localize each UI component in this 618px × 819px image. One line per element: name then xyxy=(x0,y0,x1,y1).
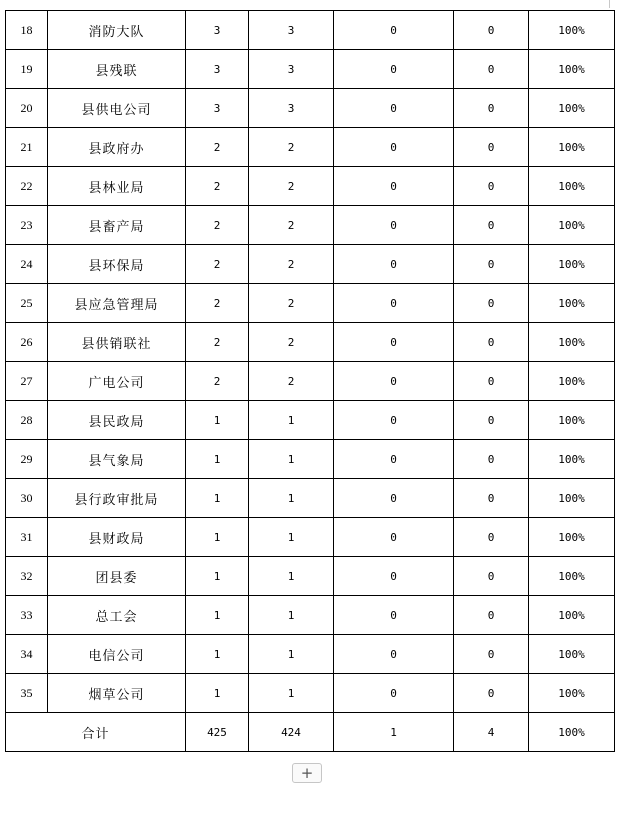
value-cell-d[interactable]: 0 xyxy=(454,518,529,557)
rate-cell[interactable]: 100% xyxy=(529,89,615,128)
value-cell-d[interactable]: 0 xyxy=(454,323,529,362)
table-row[interactable] xyxy=(6,11,615,50)
row-number-cell[interactable]: 26 xyxy=(6,323,48,362)
unit-name-cell[interactable]: 消防大队 xyxy=(48,11,186,50)
table-row[interactable] xyxy=(6,479,615,518)
unit-name-cell[interactable]: 县行政审批局 xyxy=(48,479,186,518)
value-cell-a[interactable]: 2 xyxy=(186,167,249,206)
value-cell-a[interactable]: 2 xyxy=(186,206,249,245)
value-cell-b[interactable]: 3 xyxy=(249,89,334,128)
unit-name-cell[interactable]: 县环保局 xyxy=(48,245,186,284)
unit-name-cell[interactable]: 县应急管理局 xyxy=(48,284,186,323)
unit-name-cell[interactable]: 县民政局 xyxy=(48,401,186,440)
value-cell-a[interactable]: 2 xyxy=(186,362,249,401)
value-cell-b[interactable]: 1 xyxy=(249,479,334,518)
page-edge-line xyxy=(609,0,610,8)
rate-cell[interactable]: 100% xyxy=(529,50,615,89)
value-cell-d[interactable]: 0 xyxy=(454,479,529,518)
table-row[interactable] xyxy=(6,50,615,89)
value-cell-b[interactable]: 1 xyxy=(249,557,334,596)
table-row[interactable] xyxy=(6,674,615,713)
value-cell-a[interactable]: 3 xyxy=(186,89,249,128)
unit-name-cell[interactable]: 电信公司 xyxy=(48,635,186,674)
value-cell-b[interactable]: 2 xyxy=(249,362,334,401)
value-cell-c[interactable]: 0 xyxy=(334,479,454,518)
value-cell-b[interactable]: 2 xyxy=(249,206,334,245)
add-row-button[interactable] xyxy=(292,763,322,783)
value-cell-c[interactable]: 0 xyxy=(334,245,454,284)
unit-name-cell[interactable]: 县财政局 xyxy=(48,518,186,557)
value-cell-b[interactable]: 2 xyxy=(249,284,334,323)
value-cell-a[interactable]: 3 xyxy=(186,50,249,89)
total-value-b[interactable]: 424 xyxy=(249,713,334,752)
value-cell-c[interactable]: 0 xyxy=(334,440,454,479)
value-cell-c[interactable]: 0 xyxy=(334,401,454,440)
value-cell-c[interactable]: 0 xyxy=(334,11,454,50)
row-number-cell[interactable]: 25 xyxy=(6,284,48,323)
rate-cell[interactable]: 100% xyxy=(529,674,615,713)
table-row[interactable] xyxy=(6,128,615,167)
row-number-cell[interactable]: 32 xyxy=(6,557,48,596)
value-cell-a[interactable]: 2 xyxy=(186,323,249,362)
value-cell-d[interactable]: 0 xyxy=(454,50,529,89)
unit-name-cell[interactable]: 县供电公司 xyxy=(48,89,186,128)
row-number-cell[interactable]: 18 xyxy=(6,11,48,50)
value-cell-b[interactable]: 1 xyxy=(249,518,334,557)
row-number-cell[interactable]: 20 xyxy=(6,89,48,128)
row-number-cell[interactable]: 35 xyxy=(6,674,48,713)
value-cell-c[interactable]: 0 xyxy=(334,362,454,401)
value-cell-a[interactable]: 1 xyxy=(186,440,249,479)
row-number-cell[interactable]: 19 xyxy=(6,50,48,89)
rate-cell[interactable]: 100% xyxy=(529,128,615,167)
total-value-c[interactable]: 1 xyxy=(334,713,454,752)
value-cell-b[interactable]: 1 xyxy=(249,401,334,440)
table-row[interactable] xyxy=(6,557,615,596)
value-cell-b[interactable]: 2 xyxy=(249,323,334,362)
value-cell-d[interactable]: 0 xyxy=(454,206,529,245)
value-cell-d[interactable]: 0 xyxy=(454,167,529,206)
value-cell-a[interactable]: 1 xyxy=(186,635,249,674)
unit-name-cell[interactable]: 县气象局 xyxy=(48,440,186,479)
row-number-cell[interactable]: 30 xyxy=(6,479,48,518)
table-row[interactable] xyxy=(6,206,615,245)
value-cell-c[interactable]: 0 xyxy=(334,284,454,323)
plus-icon: + xyxy=(300,763,314,782)
table-row[interactable] xyxy=(6,596,615,635)
value-cell-c[interactable]: 0 xyxy=(334,674,454,713)
row-number-cell[interactable]: 34 xyxy=(6,635,48,674)
value-cell-d[interactable]: 0 xyxy=(454,557,529,596)
value-cell-b[interactable]: 1 xyxy=(249,674,334,713)
unit-name-cell[interactable]: 县残联 xyxy=(48,50,186,89)
value-cell-c[interactable]: 0 xyxy=(334,557,454,596)
value-cell-c[interactable]: 0 xyxy=(334,167,454,206)
value-cell-a[interactable]: 2 xyxy=(186,245,249,284)
value-cell-a[interactable]: 1 xyxy=(186,479,249,518)
table-row[interactable] xyxy=(6,362,615,401)
rate-cell[interactable]: 100% xyxy=(529,245,615,284)
value-cell-b[interactable]: 2 xyxy=(249,128,334,167)
value-cell-d[interactable]: 0 xyxy=(454,635,529,674)
table-row[interactable] xyxy=(6,518,615,557)
row-number-cell[interactable]: 23 xyxy=(6,206,48,245)
row-number-cell[interactable]: 31 xyxy=(6,518,48,557)
row-number-cell[interactable]: 29 xyxy=(6,440,48,479)
value-cell-a[interactable]: 2 xyxy=(186,128,249,167)
table-row[interactable] xyxy=(6,167,615,206)
table-row[interactable] xyxy=(6,635,615,674)
rate-cell[interactable]: 100% xyxy=(529,596,615,635)
total-value-a[interactable]: 425 xyxy=(186,713,249,752)
table-body xyxy=(6,11,615,752)
unit-name-cell[interactable]: 团县委 xyxy=(48,557,186,596)
rate-cell[interactable]: 100% xyxy=(529,167,615,206)
unit-name-cell[interactable]: 县林业局 xyxy=(48,167,186,206)
value-cell-b[interactable]: 1 xyxy=(249,596,334,635)
rate-cell[interactable]: 100% xyxy=(529,557,615,596)
total-value-d[interactable]: 4 xyxy=(454,713,529,752)
value-cell-d[interactable]: 0 xyxy=(454,128,529,167)
rate-cell[interactable]: 100% xyxy=(529,479,615,518)
table-row[interactable] xyxy=(6,284,615,323)
value-cell-a[interactable]: 1 xyxy=(186,596,249,635)
value-cell-a[interactable]: 1 xyxy=(186,674,249,713)
value-cell-c[interactable]: 0 xyxy=(334,50,454,89)
rate-cell[interactable]: 100% xyxy=(529,362,615,401)
rate-cell[interactable]: 100% xyxy=(529,401,615,440)
table-row[interactable] xyxy=(6,401,615,440)
value-cell-c[interactable]: 0 xyxy=(334,128,454,167)
row-number-cell[interactable]: 27 xyxy=(6,362,48,401)
value-cell-c[interactable]: 0 xyxy=(334,323,454,362)
unit-name-cell[interactable]: 总工会 xyxy=(48,596,186,635)
value-cell-b[interactable]: 2 xyxy=(249,245,334,284)
total-rate[interactable]: 100% xyxy=(529,713,615,752)
value-cell-d[interactable]: 0 xyxy=(454,440,529,479)
row-number-cell[interactable]: 24 xyxy=(6,245,48,284)
rate-cell[interactable]: 100% xyxy=(529,11,615,50)
unit-name-cell[interactable]: 县畜产局 xyxy=(48,206,186,245)
value-cell-d[interactable]: 0 xyxy=(454,245,529,284)
unit-name-cell[interactable]: 广电公司 xyxy=(48,362,186,401)
value-cell-a[interactable]: 1 xyxy=(186,518,249,557)
value-cell-d[interactable]: 0 xyxy=(454,89,529,128)
statistics-table xyxy=(5,10,615,752)
value-cell-b[interactable]: 3 xyxy=(249,11,334,50)
row-number-cell[interactable]: 33 xyxy=(6,596,48,635)
value-cell-d[interactable]: 0 xyxy=(454,674,529,713)
rate-cell[interactable]: 100% xyxy=(529,284,615,323)
table-row[interactable] xyxy=(6,323,615,362)
value-cell-a[interactable]: 1 xyxy=(186,557,249,596)
rate-cell[interactable]: 100% xyxy=(529,206,615,245)
value-cell-c[interactable]: 0 xyxy=(334,518,454,557)
unit-name-cell[interactable]: 县供销联社 xyxy=(48,323,186,362)
value-cell-a[interactable]: 2 xyxy=(186,284,249,323)
value-cell-b[interactable]: 1 xyxy=(249,635,334,674)
rate-cell[interactable]: 100% xyxy=(529,323,615,362)
value-cell-d[interactable]: 0 xyxy=(454,284,529,323)
rate-cell[interactable]: 100% xyxy=(529,440,615,479)
value-cell-c[interactable]: 0 xyxy=(334,206,454,245)
rate-cell[interactable]: 100% xyxy=(529,635,615,674)
value-cell-a[interactable]: 1 xyxy=(186,401,249,440)
rate-cell[interactable]: 100% xyxy=(529,518,615,557)
table-row[interactable] xyxy=(6,89,615,128)
value-cell-d[interactable]: 0 xyxy=(454,596,529,635)
unit-name-cell[interactable]: 县政府办 xyxy=(48,128,186,167)
value-cell-b[interactable]: 1 xyxy=(249,440,334,479)
value-cell-c[interactable]: 0 xyxy=(334,89,454,128)
row-number-cell[interactable]: 21 xyxy=(6,128,48,167)
value-cell-c[interactable]: 0 xyxy=(334,596,454,635)
value-cell-d[interactable]: 0 xyxy=(454,11,529,50)
total-row[interactable] xyxy=(6,713,615,752)
total-label-cell[interactable]: 合计 xyxy=(6,713,186,752)
table-row[interactable] xyxy=(6,440,615,479)
row-number-cell[interactable]: 22 xyxy=(6,167,48,206)
value-cell-a[interactable]: 3 xyxy=(186,11,249,50)
value-cell-d[interactable]: 0 xyxy=(454,401,529,440)
value-cell-c[interactable]: 0 xyxy=(334,635,454,674)
row-number-cell[interactable]: 28 xyxy=(6,401,48,440)
value-cell-d[interactable]: 0 xyxy=(454,362,529,401)
table-row[interactable] xyxy=(6,245,615,284)
value-cell-b[interactable]: 2 xyxy=(249,167,334,206)
unit-name-cell[interactable]: 烟草公司 xyxy=(48,674,186,713)
value-cell-b[interactable]: 3 xyxy=(249,50,334,89)
